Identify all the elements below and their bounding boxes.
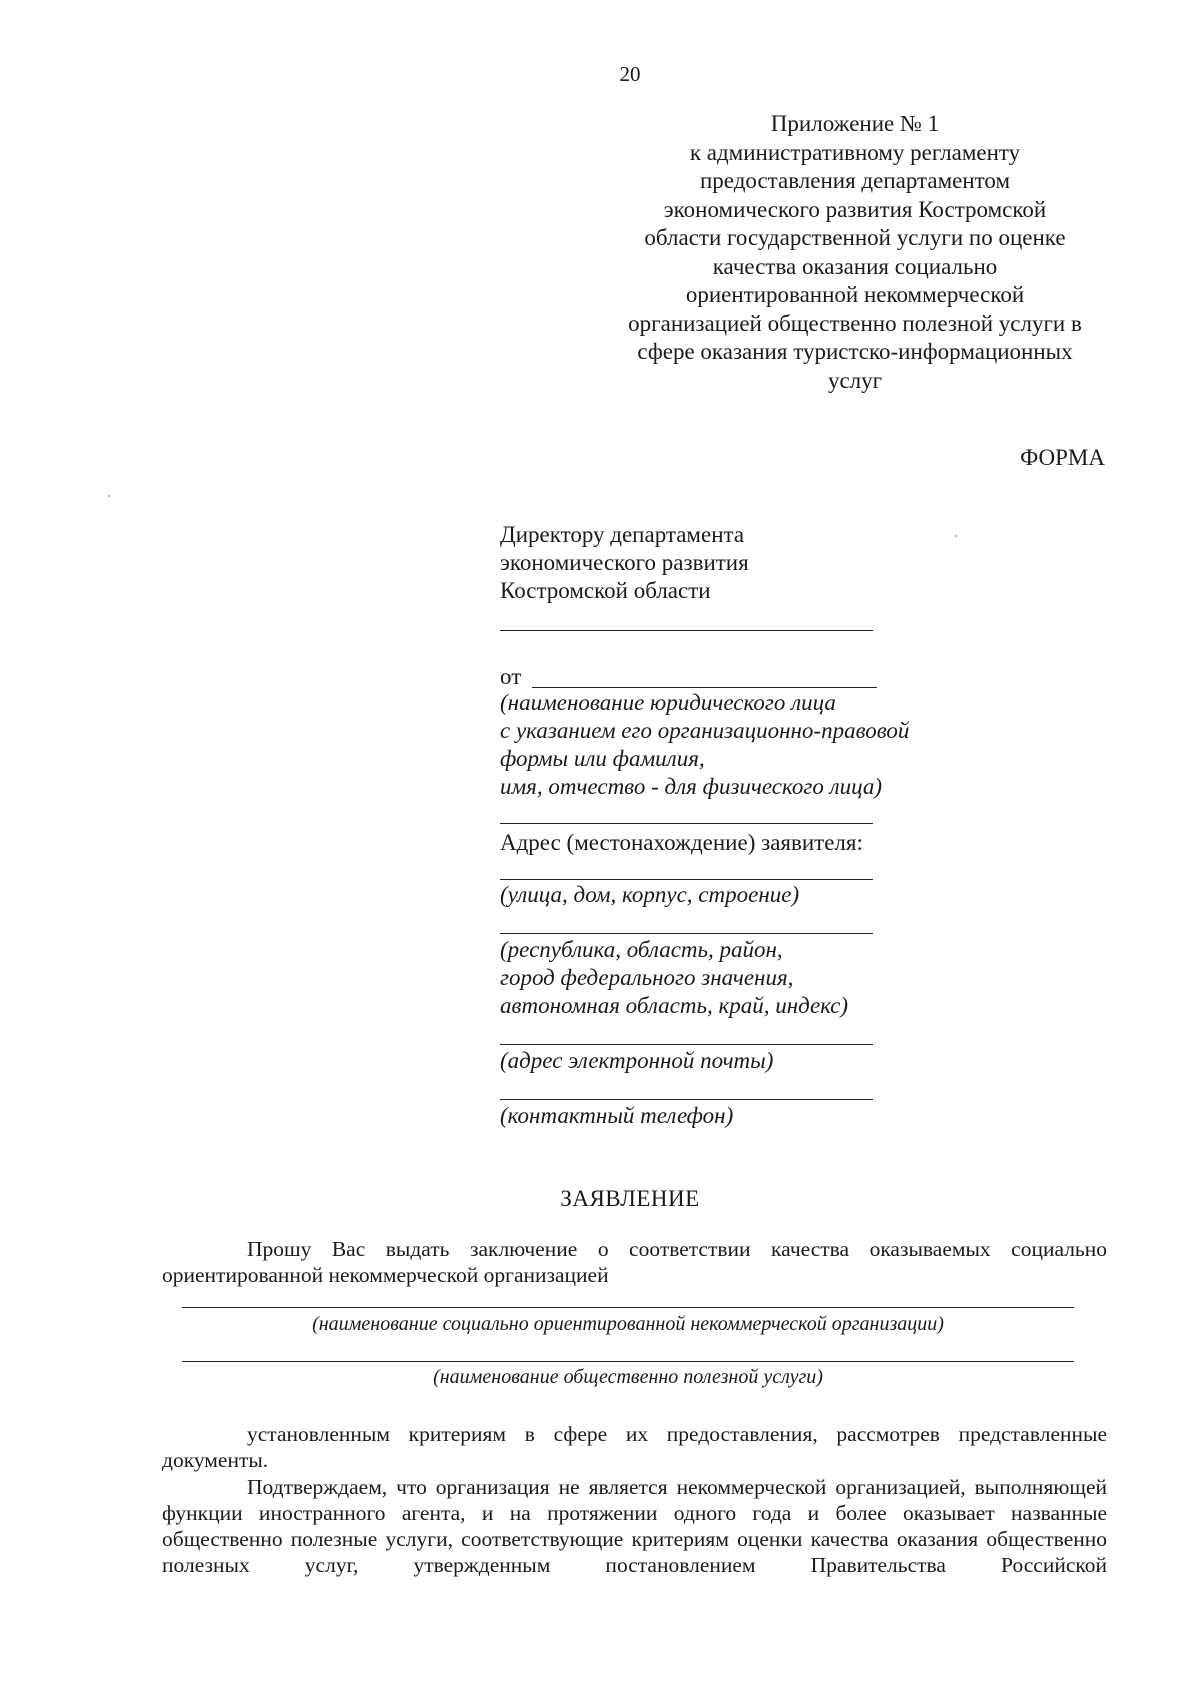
confirmation-paragraph: Подтверждаем, что организация не является некоммерческой организацией, выполняющей функции иностранного агента, и на протяжении одного года и более оказывает названные общественно полезные услуги, соответствующие критериям оценки качества оказания общественно полезных услуг, утвержденным постановлением Правительства Российской <box>162 1475 1107 1577</box>
organization-name-field[interactable] <box>182 1307 1074 1308</box>
service-caption: (наименование общественно полезной услуги) <box>433 1366 823 1388</box>
appendix-line: к административному регламенту <box>689 139 1021 165</box>
from-label: от <box>500 664 522 689</box>
request-paragraph: Прошу Вас выдать заключение о соответствии качества оказываемых социально ориентированной некоммерческой организацией <box>162 1237 1107 1287</box>
appendix-line: организацией общественно полезной услуги в <box>628 310 1082 336</box>
appendix-line: ориентированной некоммерческой <box>685 282 1025 307</box>
phone-field[interactable] <box>500 1099 873 1100</box>
applicant-hint: имя, отчество - для физического лица) <box>500 774 883 799</box>
applicant-name-field[interactable] <box>532 687 877 688</box>
region-hint: (республика, область, район, <box>500 937 783 962</box>
appendix-line: экономического развития Костромской <box>663 196 1047 222</box>
street-field[interactable] <box>500 879 873 880</box>
form-label: ФОРМА <box>1020 445 1105 470</box>
addressee-name-field[interactable] <box>500 630 873 631</box>
addressee-line: Костромской области <box>500 578 711 603</box>
applicant-hint: (наименование юридического лица <box>500 690 836 715</box>
region-hint: город федерального значения, <box>500 965 794 990</box>
applicant-extra-field[interactable] <box>500 823 873 824</box>
organization-caption: (наименование социально ориентированной некоммерческой организации) <box>312 1313 944 1335</box>
addressee-line: Директору департамента <box>500 522 745 547</box>
addressee-line: экономического развития <box>500 550 749 575</box>
appendix-line: области государственной услуги по оценке <box>644 225 1066 250</box>
address-label: Адрес (местонахождение) заявителя: <box>500 830 863 855</box>
criteria-paragraph: установленным критериям в сфере их предоставления, рассмотрев представленные документы. <box>162 1422 1107 1472</box>
phone-hint: (контактный телефон) <box>500 1103 734 1128</box>
region-field[interactable] <box>500 933 873 934</box>
appendix-line: Приложение № 1 <box>770 111 940 136</box>
scan-speck <box>955 535 957 537</box>
appendix-line: услуг <box>827 367 883 393</box>
appendix-line: сфере оказания туристско-информационных <box>637 339 1073 364</box>
email-field[interactable] <box>500 1044 873 1045</box>
street-hint: (улица, дом, корпус, строение) <box>500 882 800 907</box>
scan-speck <box>108 495 110 497</box>
page-number: 20 <box>619 62 641 86</box>
applicant-hint: формы или фамилия, <box>500 746 705 771</box>
applicant-hint: с указанием его организационно-правовой <box>500 718 910 743</box>
appendix-header <box>600 110 1110 395</box>
service-name-field[interactable] <box>182 1361 1074 1362</box>
statement-title: ЗАЯВЛЕНИЕ <box>560 1186 700 1211</box>
appendix-line: предоставления департаментом <box>699 168 1011 193</box>
email-hint: (адрес электронной почты) <box>500 1048 774 1073</box>
appendix-line: качества оказания социально <box>712 253 998 279</box>
region-hint: автономная область, край, индекс) <box>500 993 848 1018</box>
